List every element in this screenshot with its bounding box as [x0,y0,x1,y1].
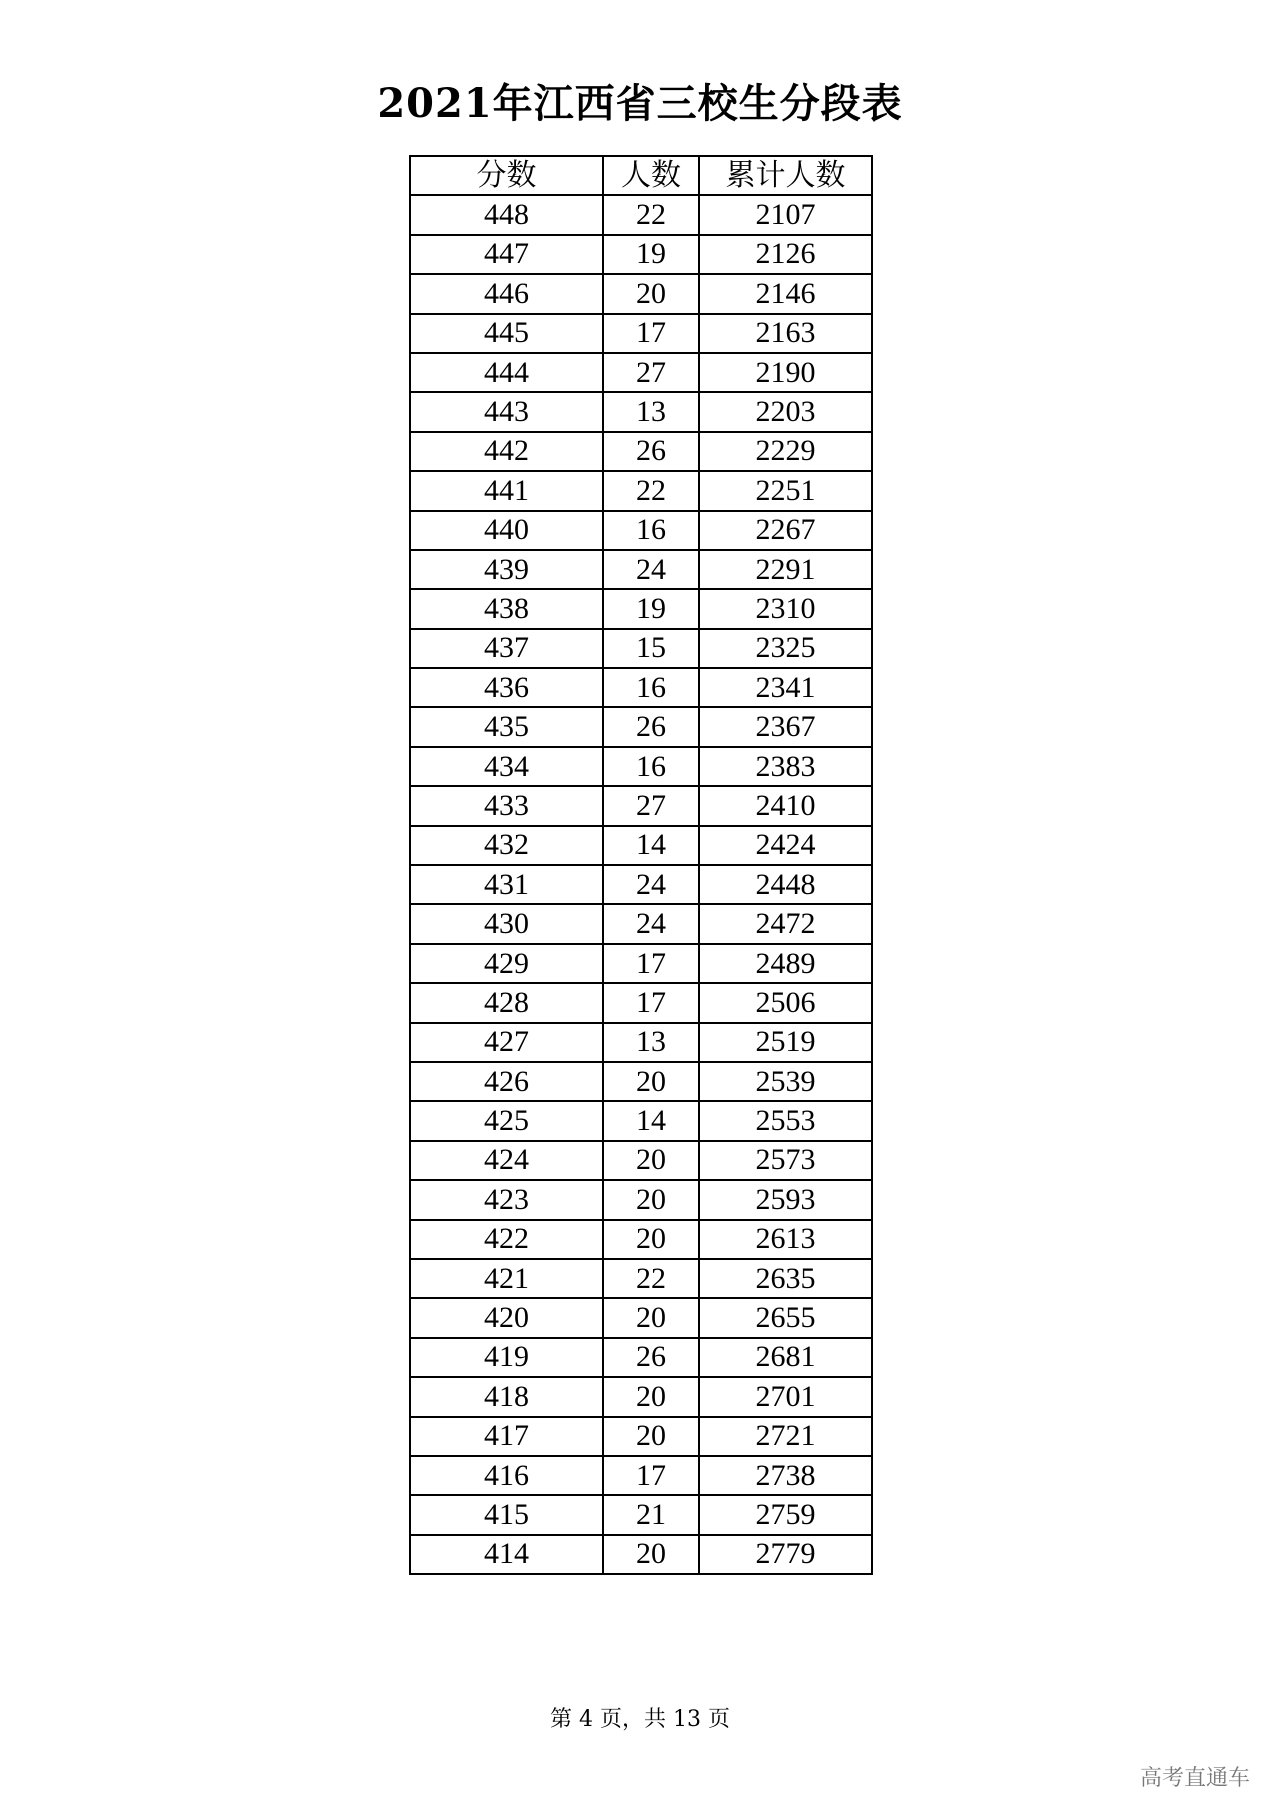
cell-score: 428 [410,983,603,1022]
cell-cumulative: 2367 [699,707,872,746]
table-row [410,826,872,865]
cell-score: 415 [410,1495,603,1534]
cell-cumulative: 2448 [699,865,872,904]
cell-cumulative: 2779 [699,1535,872,1574]
cell-cumulative: 2635 [699,1259,872,1298]
table-row [410,707,872,746]
cell-count: 20 [603,1417,699,1456]
cell-count: 16 [603,668,699,707]
cell-count: 20 [603,1062,699,1101]
table-row [410,944,872,983]
cell-score: 417 [410,1417,603,1456]
table-row [410,1338,872,1377]
cell-cumulative: 2310 [699,589,872,628]
cell-count: 14 [603,1101,699,1140]
cell-score: 442 [410,432,603,471]
cell-cumulative: 2519 [699,1023,872,1062]
cell-score: 419 [410,1338,603,1377]
cell-cumulative: 2251 [699,471,872,510]
cell-score: 424 [410,1141,603,1180]
cell-count: 16 [603,747,699,786]
header-cumulative: 累计人数 [699,156,872,195]
cell-count: 26 [603,707,699,746]
cell-cumulative: 2146 [699,274,872,313]
cell-score: 430 [410,904,603,943]
cell-cumulative: 2229 [699,432,872,471]
cell-count: 20 [603,1220,699,1259]
cell-count: 17 [603,314,699,353]
cell-count: 22 [603,1259,699,1298]
table-row [410,1180,872,1219]
table-row [410,1023,872,1062]
table-row [410,983,872,1022]
table-row [410,747,872,786]
table-header-row [410,156,872,195]
table-row [410,314,872,353]
cell-cumulative: 2553 [699,1101,872,1140]
cell-score: 448 [410,195,603,234]
cell-count: 16 [603,511,699,550]
cell-score: 436 [410,668,603,707]
cell-score: 439 [410,550,603,589]
table-row [410,1259,872,1298]
cell-count: 27 [603,786,699,825]
cell-cumulative: 2341 [699,668,872,707]
watermark: 高考直通车 [1139,1766,1250,1791]
cell-cumulative: 2383 [699,747,872,786]
cell-count: 15 [603,629,699,668]
table-row [410,432,872,471]
cell-cumulative: 2291 [699,550,872,589]
table-row [410,865,872,904]
cell-count: 24 [603,904,699,943]
cell-count: 27 [603,353,699,392]
table-row [410,904,872,943]
cell-count: 20 [603,1298,699,1337]
cell-count: 17 [603,944,699,983]
cell-cumulative: 2681 [699,1338,872,1377]
table-row [410,786,872,825]
cell-count: 17 [603,1456,699,1495]
cell-score: 416 [410,1456,603,1495]
cell-score: 425 [410,1101,603,1140]
cell-count: 21 [603,1495,699,1534]
cell-cumulative: 2410 [699,786,872,825]
table-row [410,629,872,668]
table-row [410,1535,872,1574]
cell-cumulative: 2424 [699,826,872,865]
cell-cumulative: 2701 [699,1377,872,1416]
cell-cumulative: 2267 [699,511,872,550]
cell-cumulative: 2489 [699,944,872,983]
cell-count: 20 [603,1141,699,1180]
cell-cumulative: 2759 [699,1495,872,1534]
cell-count: 20 [603,274,699,313]
cell-count: 26 [603,1338,699,1377]
cell-count: 13 [603,1023,699,1062]
cell-count: 22 [603,471,699,510]
table-row [410,1377,872,1416]
cell-count: 22 [603,195,699,234]
cell-cumulative: 2107 [699,195,872,234]
table-row [410,550,872,589]
cell-count: 24 [603,550,699,589]
cell-count: 20 [603,1535,699,1574]
page-title: 2021年江西省三校生分段表 [377,80,903,127]
cell-score: 444 [410,353,603,392]
cell-score: 434 [410,747,603,786]
cell-count: 24 [603,865,699,904]
cell-score: 432 [410,826,603,865]
table-row [410,1220,872,1259]
table-row [410,471,872,510]
table-row [410,274,872,313]
table-row [410,668,872,707]
cell-score: 437 [410,629,603,668]
cell-score: 426 [410,1062,603,1101]
table-row [410,589,872,628]
cell-cumulative: 2721 [699,1417,872,1456]
table-row [410,392,872,431]
cell-cumulative: 2203 [699,392,872,431]
cell-count: 17 [603,983,699,1022]
page-footer: 第 4 页，共 13 页 [550,1707,730,1732]
cell-cumulative: 2163 [699,314,872,353]
cell-score: 420 [410,1298,603,1337]
cell-count: 20 [603,1180,699,1219]
table-row [410,511,872,550]
cell-score: 438 [410,589,603,628]
cell-score: 422 [410,1220,603,1259]
cell-count: 19 [603,589,699,628]
cell-score: 440 [410,511,603,550]
table-row [410,1495,872,1534]
cell-count: 19 [603,235,699,274]
cell-score: 447 [410,235,603,274]
table-row [410,1417,872,1456]
cell-score: 441 [410,471,603,510]
cell-count: 26 [603,432,699,471]
table-row [410,235,872,274]
header-count: 人数 [603,156,699,195]
cell-count: 13 [603,392,699,431]
cell-cumulative: 2655 [699,1298,872,1337]
cell-cumulative: 2539 [699,1062,872,1101]
cell-count: 20 [603,1377,699,1416]
table-row [410,1298,872,1337]
cell-score: 446 [410,274,603,313]
cell-score: 433 [410,786,603,825]
cell-cumulative: 2325 [699,629,872,668]
cell-cumulative: 2613 [699,1220,872,1259]
cell-score: 435 [410,707,603,746]
cell-score: 427 [410,1023,603,1062]
cell-score: 443 [410,392,603,431]
table-row [410,1141,872,1180]
header-score: 分数 [410,156,603,195]
cell-cumulative: 2506 [699,983,872,1022]
cell-count: 14 [603,826,699,865]
table-body [410,195,872,1574]
table-row [410,1062,872,1101]
table-row [410,195,872,234]
table-row [410,1456,872,1495]
table-row [410,353,872,392]
cell-cumulative: 2593 [699,1180,872,1219]
cell-cumulative: 2190 [699,353,872,392]
table-row [410,1101,872,1140]
cell-score: 431 [410,865,603,904]
score-table [409,155,873,1575]
cell-score: 421 [410,1259,603,1298]
cell-cumulative: 2573 [699,1141,872,1180]
cell-score: 414 [410,1535,603,1574]
cell-score: 418 [410,1377,603,1416]
cell-score: 429 [410,944,603,983]
cell-cumulative: 2126 [699,235,872,274]
cell-cumulative: 2472 [699,904,872,943]
cell-cumulative: 2738 [699,1456,872,1495]
cell-score: 423 [410,1180,603,1219]
cell-score: 445 [410,314,603,353]
